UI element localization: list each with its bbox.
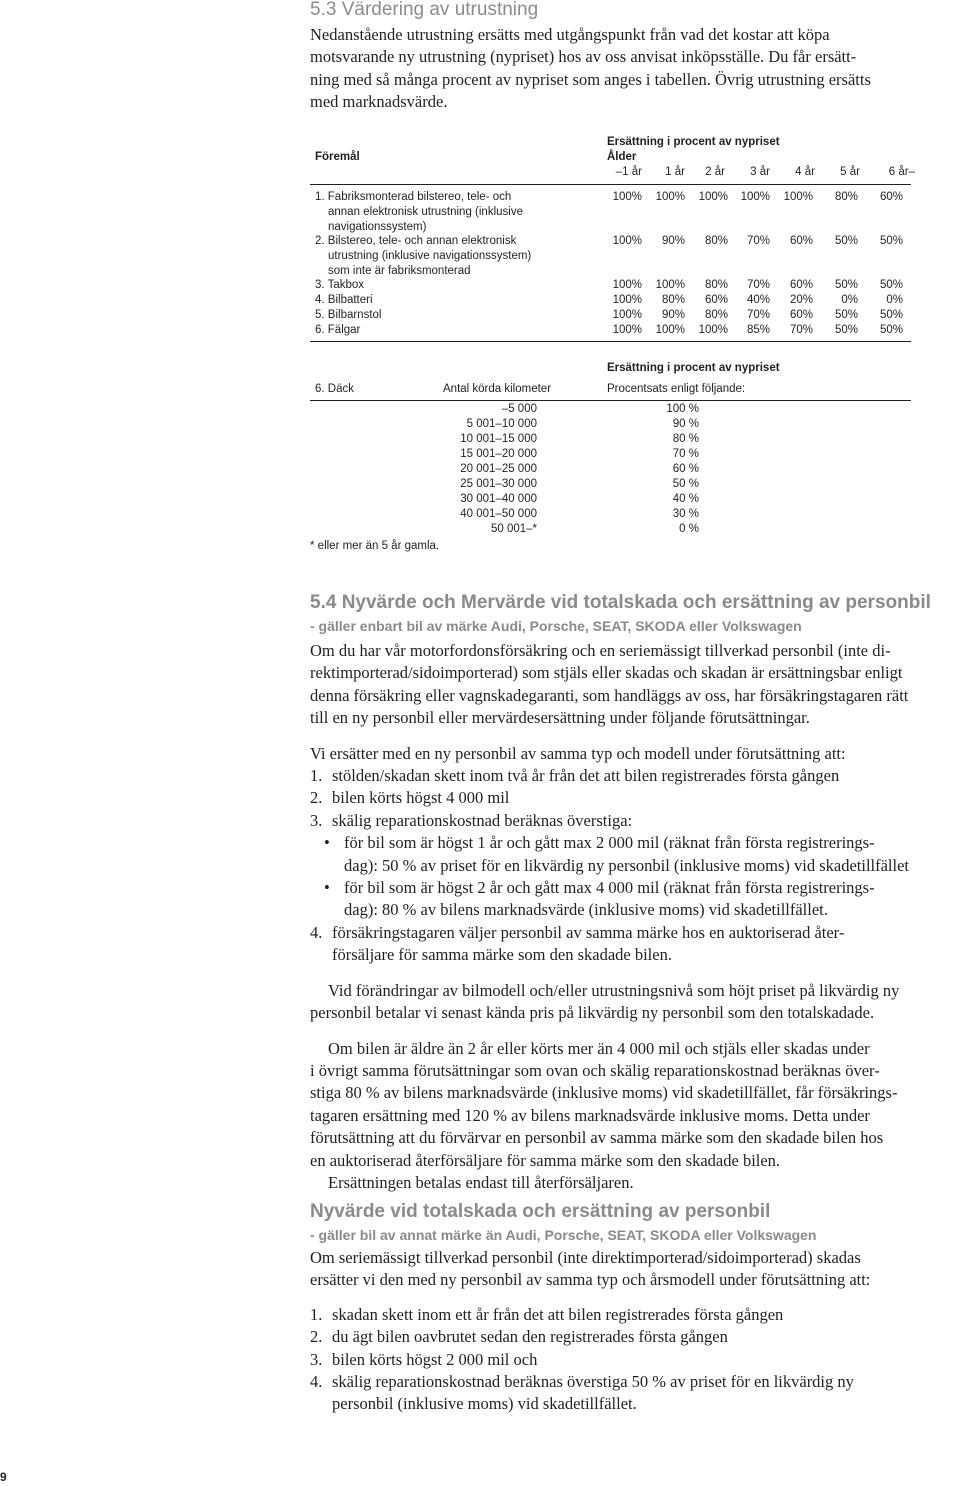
row-label: annan elektronisk utrustning (inklusive: [328, 206, 523, 218]
pct-cell: 30 %: [672, 508, 699, 520]
table-cell: 70%: [789, 324, 813, 336]
pct-cell: 80 %: [672, 433, 699, 445]
table-cell: 100%: [740, 191, 770, 203]
row-label: utrustning (inklusive navigationssystem): [328, 250, 532, 262]
km-cell: 15 001–20 000: [460, 448, 537, 460]
section-5-3-intro: [310, 24, 960, 114]
p3-line: personbil betalar vi senast kända pris på likvärdig ny personbil som den totalskadade.: [310, 1003, 875, 1023]
table-cell: 100%: [655, 191, 685, 203]
p4-line: en auktoriserad återförsäljare för samma märke som den skadade bilen.: [310, 1150, 781, 1170]
table-cell: 70%: [746, 309, 770, 321]
table-cell: 80%: [661, 294, 685, 306]
row-label: 2. Bilstereo, tele- och annan elektronisk: [315, 235, 517, 247]
table-cell: 60%: [789, 309, 813, 321]
table-cell: 50%: [879, 279, 903, 291]
bullet-item-cont: dag): 80 % av bilens marknadsvärde (inklusive moms) vid skadetillfället.: [344, 900, 828, 920]
table-cell: 100%: [655, 324, 685, 336]
table-cell: 0%: [886, 294, 903, 306]
km-cell: –5 000: [501, 403, 537, 415]
table-cell: 50%: [879, 235, 903, 247]
section-5-4-subtitle: - gäller enbart bil av märke Audi, Porsche, SEAT, SKODA eller Volkswagen: [310, 618, 802, 634]
list-item: 2. bilen körts högst 4 000 mil: [310, 788, 510, 808]
table-cell: 80%: [704, 309, 728, 321]
p4-line: förutsättning att du förvärvar en personbil av samma märke som den skadade bilen hos: [310, 1128, 884, 1148]
footnote: * eller mer än 5 år gamla.: [310, 540, 440, 552]
intro-line: motsvarande ny utrustning (nypriset) hos av oss anvisat inköpsställe. Du får ersätt-: [310, 47, 857, 67]
age-col: 5 år: [840, 166, 860, 178]
pct-cell: 0 %: [679, 523, 699, 535]
table-cell: 40%: [746, 294, 770, 306]
bullet-item: • för bil som är högst 1 år och gått max 2 000 mil (räknat från första registrerings-: [324, 833, 875, 853]
table-cell: 80%: [704, 235, 728, 247]
table-cell: 20%: [789, 294, 813, 306]
p4-line: i övrigt samma förutsättningar som ovan och skälig reparationskostnad beräknas över-: [310, 1060, 880, 1080]
list-item: 3. bilen körts högst 2 000 mil och: [310, 1349, 538, 1369]
age-col: 4 år: [795, 166, 815, 178]
table-cell: 100%: [612, 279, 642, 291]
km-cell: 50 001–*: [490, 523, 537, 535]
intro-line: Nedanstående utrustning ersätts med utgångspunkt från vad det kostar att köpa: [310, 25, 830, 44]
section-5-4-body: [310, 640, 960, 1194]
table-cell: 100%: [655, 279, 685, 291]
table-rule: [310, 341, 911, 342]
section-5-3-heading: [310, 0, 538, 21]
age-col: 2 år: [705, 166, 725, 178]
km-cell: 30 001–40 000: [460, 493, 537, 505]
p3-line: Vid förändringar av bilmodell och/eller utrustningsnivå som höjt priset på likvärdig ny: [328, 980, 900, 1000]
table-cell: 50%: [834, 235, 858, 247]
section-title: Värdering av utrustning: [341, 0, 539, 20]
table-cell: 60%: [704, 294, 728, 306]
intro-line: med marknadsvärde.: [310, 92, 448, 112]
p1-line: rektimporterad/sidoimporterad) som stjäls eller skadas och skadan är ersättningsbar enligt: [310, 663, 903, 683]
p4-line: tagaren ersättning med 120 % av bilens marknadsvärde inklusive moms. Detta under: [310, 1105, 870, 1125]
table-cell: 0%: [841, 294, 858, 306]
page-number: 9: [0, 1470, 7, 1484]
section-5-4-heading: [310, 592, 931, 614]
km-cell: 5 001–10 000: [466, 418, 537, 430]
table-cell: 100%: [612, 235, 642, 247]
intro-line: ning med så många procent av nypriset som anges i tabellen. Övrig utrustning ersätts: [310, 69, 871, 89]
age-col: –1 år: [615, 166, 642, 178]
table-cell: 50%: [834, 324, 858, 336]
row-label: som inte är fabriksmonterad: [328, 265, 471, 277]
table-cell: 50%: [834, 279, 858, 291]
table-rule: [310, 184, 911, 185]
table-cell: 100%: [612, 309, 642, 321]
table-cell: 60%: [789, 235, 813, 247]
pct-cell: 100 %: [666, 403, 699, 415]
section-number: 5.4: [310, 592, 337, 613]
age-col: 1 år: [665, 166, 685, 178]
list-item-cont: personbil (inklusive moms) vid skadetillfället.: [332, 1394, 637, 1414]
table-cell: 90%: [661, 309, 685, 321]
row-label: 3. Takbox: [315, 279, 365, 291]
pct-cell: 90 %: [672, 418, 699, 430]
km-cell: 25 001–30 000: [460, 478, 537, 490]
bullet-item-cont: dag): 50 % av priset för en likvärdig ny personbil (inklusive moms) vid skadetillfället: [344, 855, 910, 875]
row-label: 1. Fabriksmonterad bilstereo, tele- och: [315, 191, 512, 203]
section-nyvarde-subtitle: - gäller bil av annat märke än Audi, Porsche, SEAT, SKODA eller Volkswagen: [310, 1227, 817, 1243]
p-line: Om seriemässigt tillverkad personbil (inte direktimporterad/sidoimporterad) skadas: [310, 1248, 861, 1267]
p4-line: Om bilen är äldre än 2 år eller körts mer än 4 000 mil och stjäls eller skadas under: [328, 1038, 870, 1058]
p4-line: stiga 80 % av bilens marknadsvärde (inklusive moms) vid skadetillfället, får försäkrings-: [310, 1083, 898, 1103]
table-header-item: Föremål: [315, 151, 360, 163]
table-cell: 50%: [879, 324, 903, 336]
table-cell: 100%: [698, 324, 728, 336]
table-header-comp: Ersättning i procent av nypriset: [607, 136, 780, 148]
table-cell: 70%: [746, 235, 770, 247]
row-label: 4. Bilbatteri: [315, 294, 373, 306]
list-item: 1. skadan skett inom ett år från det att bilen registrerades första gången: [310, 1304, 784, 1324]
table-cell: 100%: [612, 191, 642, 203]
age-col: 6 år–: [888, 166, 915, 178]
tyre-item: 6. Däck: [315, 383, 354, 395]
list-item: 4. försäkringstagaren väljer personbil av samma märke hos en auktoriserad åter-: [310, 922, 845, 942]
row-label: 5. Bilbarnstol: [315, 309, 382, 321]
list-item: 1. stölden/skadan skett inom två år från det att bilen registrerades första gången: [310, 766, 840, 786]
table-cell: 80%: [704, 279, 728, 291]
table-cell: 100%: [612, 294, 642, 306]
p2: Vi ersätter med en ny personbil av samma typ och modell under förutsättning att:: [310, 743, 846, 763]
p4-line: Ersättningen betalas endast till återförsäljaren.: [328, 1172, 634, 1192]
km-cell: 20 001–25 000: [460, 463, 537, 475]
table-cell: 60%: [879, 191, 903, 203]
km-header: Antal körda kilometer: [443, 383, 552, 395]
table-cell: 50%: [834, 309, 858, 321]
p1-line: till en ny personbil eller mervärdesersättning under följande förutsättningar.: [310, 708, 810, 728]
table-cell: 50%: [879, 309, 903, 321]
table-header-comp: Ersättning i procent av nypriset: [607, 362, 780, 374]
table-cell: 85%: [746, 324, 770, 336]
pct-header: Procentsats enligt följande:: [607, 383, 746, 395]
table-rule: [310, 400, 911, 401]
p1-line: Om du har vår motorfordonsförsäkring och en seriemässigt tillverkad personbil (inte di-: [310, 641, 891, 660]
section-title: Nyvärde och Mervärde vid totalskada och ersättning av personbil: [341, 592, 931, 613]
row-label: navigationssystem): [328, 221, 427, 233]
list-item-cont: försäljare för samma märke som den skadade bilen.: [332, 945, 672, 965]
p1-line: denna försäkring eller vagnskadegaranti, som handläggs av oss, har försäkringstagaren rätt: [310, 685, 909, 705]
pct-cell: 50 %: [672, 478, 699, 490]
section-number: 5.3: [310, 0, 337, 20]
table-cell: 100%: [698, 191, 728, 203]
list-item: 3. skälig reparationskostnad beräknas överstiga:: [310, 810, 633, 830]
p-line: ersätter vi den med ny personbil av samma typ och årsmodell under förutsättning att:: [310, 1270, 871, 1290]
pct-cell: 60 %: [672, 463, 699, 475]
table-header-age: Ålder: [607, 151, 637, 163]
table-cell: 100%: [783, 191, 813, 203]
pct-cell: 40 %: [672, 493, 699, 505]
age-col: 3 år: [750, 166, 770, 178]
table-cell: 100%: [612, 324, 642, 336]
row-label: 6. Fälgar: [315, 324, 361, 336]
table-cell: 60%: [789, 279, 813, 291]
km-cell: 40 001–50 000: [460, 508, 537, 520]
list-item: 2. du ägt bilen oavbrutet sedan den registrerades första gången: [310, 1327, 728, 1347]
bullet-item: • för bil som är högst 2 år och gått max 4 000 mil (räknat från första registrerings-: [324, 878, 875, 898]
table-cell: 70%: [746, 279, 770, 291]
list-item: 4. skälig reparationskostnad beräknas överstiga 50 % av priset för en likvärdig ny: [310, 1372, 854, 1392]
section-nyvarde-body: [310, 1247, 960, 1416]
section-nyvarde-heading: Nyvärde vid totalskada och ersättning av personbil: [310, 1201, 771, 1222]
km-cell: 10 001–15 000: [460, 433, 537, 445]
table-cell: 90%: [661, 235, 685, 247]
age-columns: [315, 166, 915, 182]
pct-cell: 70 %: [672, 448, 699, 460]
table-cell: 80%: [834, 191, 858, 203]
